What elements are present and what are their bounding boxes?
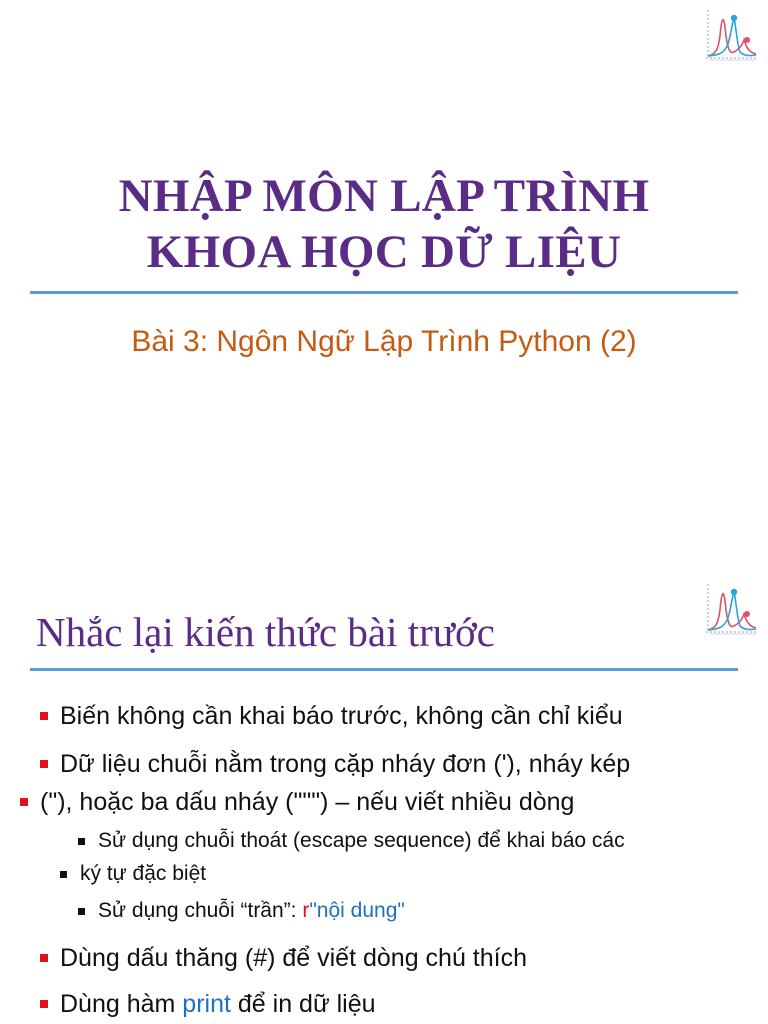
lesson-subtitle: Bài 3: Ngôn Ngữ Lập Trình Python (2) xyxy=(131,325,637,358)
sub-bullet-escape-line-2: ký tự đặc biệt xyxy=(80,857,720,891)
print-suffix: để in dữ liệu xyxy=(230,990,376,1018)
recap-divider xyxy=(30,668,738,671)
bullet-strings xyxy=(60,744,740,784)
title-divider xyxy=(30,291,738,294)
bullet-strings-line-1: Dữ liệu chuỗi nằm trong cặp nháy đơn ('), nháy kép xyxy=(60,750,631,778)
raw-string-marker: r xyxy=(302,899,310,922)
chart-peaks-logo-icon xyxy=(702,580,758,638)
course-title-line-2: KHOA HỌC DỮ LIỆU xyxy=(146,226,622,278)
print-prefix: Dùng hàm xyxy=(60,990,183,1018)
bullet-strings-line-2: ("), hoặc ba dấu nháy (""") – nếu viết nhiều dòng xyxy=(40,782,720,822)
raw-string-prefix: Sử dụng chuỗi “trần”: xyxy=(98,899,303,922)
sub-bullet-escape xyxy=(98,824,738,858)
bullet-print xyxy=(60,984,740,1024)
recap-slide xyxy=(0,576,768,1024)
bullet-comments: Dùng dấu thăng (#) để viết dòng chú thích xyxy=(60,938,740,978)
bullet-variables: Biến không cần khai báo trước, không cần chỉ kiểu xyxy=(60,696,740,736)
course-title-line-1: NHẬP MÔN LẬP TRÌNH xyxy=(118,170,650,222)
chart-peaks-logo-icon xyxy=(702,6,758,64)
raw-string-value: "nội dung" xyxy=(309,899,405,922)
recap-title: Nhắc lại kiến thức bài trước xyxy=(36,609,495,655)
sub-bullet-escape-line-1: Sử dụng chuỗi thoát (escape sequence) để khai báo các xyxy=(98,829,625,852)
print-keyword: print xyxy=(182,990,231,1018)
course-title xyxy=(0,168,768,280)
sub-bullet-raw-string xyxy=(98,894,738,928)
